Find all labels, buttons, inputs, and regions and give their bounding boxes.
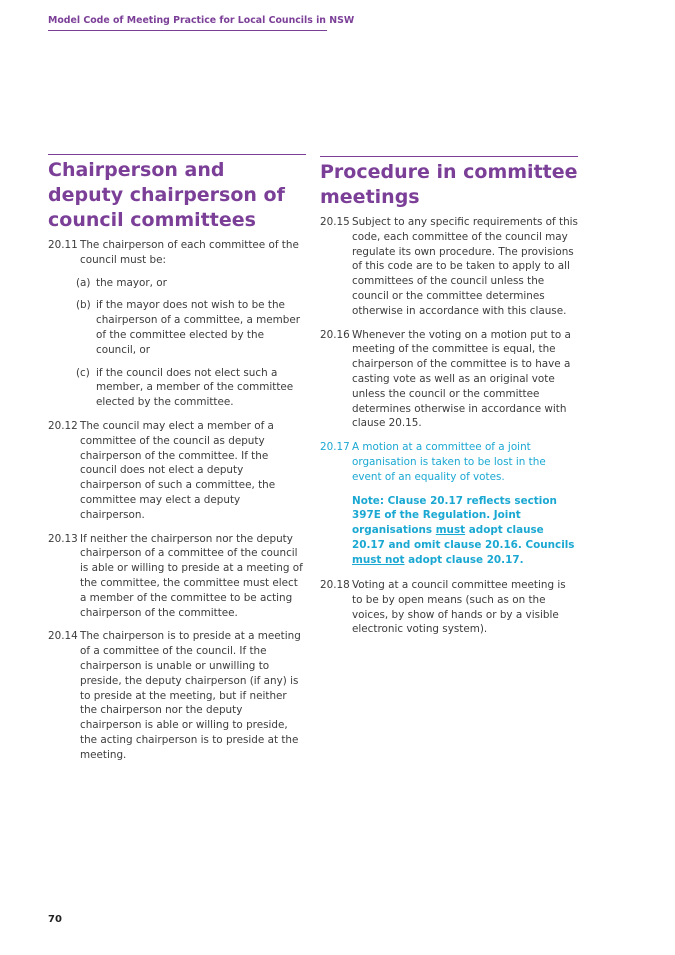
note-emphasis-must-not: must not bbox=[352, 553, 405, 566]
list-item-label: (a) bbox=[76, 276, 91, 289]
clause-number: 20.12 bbox=[48, 419, 78, 432]
section-heading-procedure: Procedure in committee meetings bbox=[320, 161, 578, 208]
clause-text: The council may elect a member of a committee of the council as deputy chairperson of the committee. If the council does not elect a deputy chairperson of such a committee, the committee may elect a deputy chairperson. bbox=[80, 419, 276, 521]
list-item-text: if the council does not elect such a member, a member of the committee elected by the committee. bbox=[96, 366, 294, 409]
clause-text: Voting at a council committee meeting is to be by open means (such as on the voices, by show of hands or by a visible electronic voting system). bbox=[352, 578, 566, 636]
clause-number: 20.17 bbox=[320, 441, 350, 454]
note-emphasis-must: must bbox=[435, 524, 466, 537]
page-number: 70 bbox=[48, 914, 62, 925]
clause-number: 20.16 bbox=[320, 328, 350, 341]
list-item-label: (c) bbox=[76, 366, 90, 379]
right-column bbox=[320, 156, 578, 637]
clause-20-14 bbox=[48, 629, 306, 762]
clause-number: 20.18 bbox=[320, 578, 350, 591]
section-heading-chairperson: Chairperson and deputy chairperson of council committees bbox=[48, 159, 285, 231]
running-header: Model Code of Meeting Practice for Local Councils in NSW bbox=[48, 15, 327, 31]
clause-20-15 bbox=[320, 215, 578, 319]
clause-20-11 bbox=[48, 238, 306, 268]
clause-text: Subject to any specific requirements of this code, each committee of the council may regulate its own procedure. The provisions of this code are to be taken to apply to all committees of the council unless the council or the committee determines otherwise in accordance with this clause. bbox=[352, 216, 578, 317]
clause-text: If neither the chairperson nor the deputy chairperson of a committee of the council is able or willing to preside at a meeting of the committee, the committee must elect a member of the committee to be acting chairperson of the committee. bbox=[80, 532, 303, 619]
clause-text: Whenever the voting on a motion put to a meeting of the committee is equal, the chairperson of the committee is to have a casting vote as well as an original vote unless the council or the committee determines otherwise in accordance with clause 20.15. bbox=[352, 328, 571, 430]
clause-number: 20.11 bbox=[48, 239, 78, 251]
list-item-text: if the mayor does not wish to be the chairperson of a committee, a member of the committee elected by the council, or bbox=[96, 299, 301, 356]
joint-organisation-note bbox=[320, 494, 578, 568]
clause-20-16 bbox=[320, 328, 578, 432]
list-item bbox=[48, 298, 306, 357]
note-text: adopt clause 20.17. bbox=[404, 553, 524, 566]
note-text: adopt clause 20.17 and omit clause 20.16. Councils bbox=[352, 524, 575, 551]
left-column bbox=[48, 154, 306, 763]
clause-text: The chairperson of each committee of the council must be: bbox=[80, 239, 299, 266]
clause-text: The chairperson is to preside at a meeting of a committee of the council. If the chairperson is unable or unwilling to preside, the deputy chairperson (if any) is to preside at the meeting, but if neither the chairperson nor the deputy chairperson is able or willing to preside, the acting chairperson is to preside at the meeting. bbox=[80, 630, 301, 761]
clause-20-13 bbox=[48, 532, 306, 621]
clause-number: 20.15 bbox=[320, 216, 350, 228]
clause-20-17 bbox=[320, 440, 578, 484]
clause-number: 20.13 bbox=[48, 532, 78, 545]
clause-20-12 bbox=[48, 419, 306, 523]
list-item-text: the mayor, or bbox=[96, 276, 167, 289]
list-item bbox=[48, 276, 306, 291]
note-text: Note: Clause 20.17 reflects section 397E of the Regulation. Joint organisations bbox=[352, 494, 557, 537]
list-item bbox=[48, 366, 306, 410]
clause-text: A motion at a committee of a joint organisation is taken to be lost in the event of an equality of votes. bbox=[352, 441, 546, 483]
clause-number: 20.14 bbox=[48, 630, 78, 643]
clause-20-18 bbox=[320, 578, 578, 637]
list-item-label: (b) bbox=[76, 299, 91, 312]
